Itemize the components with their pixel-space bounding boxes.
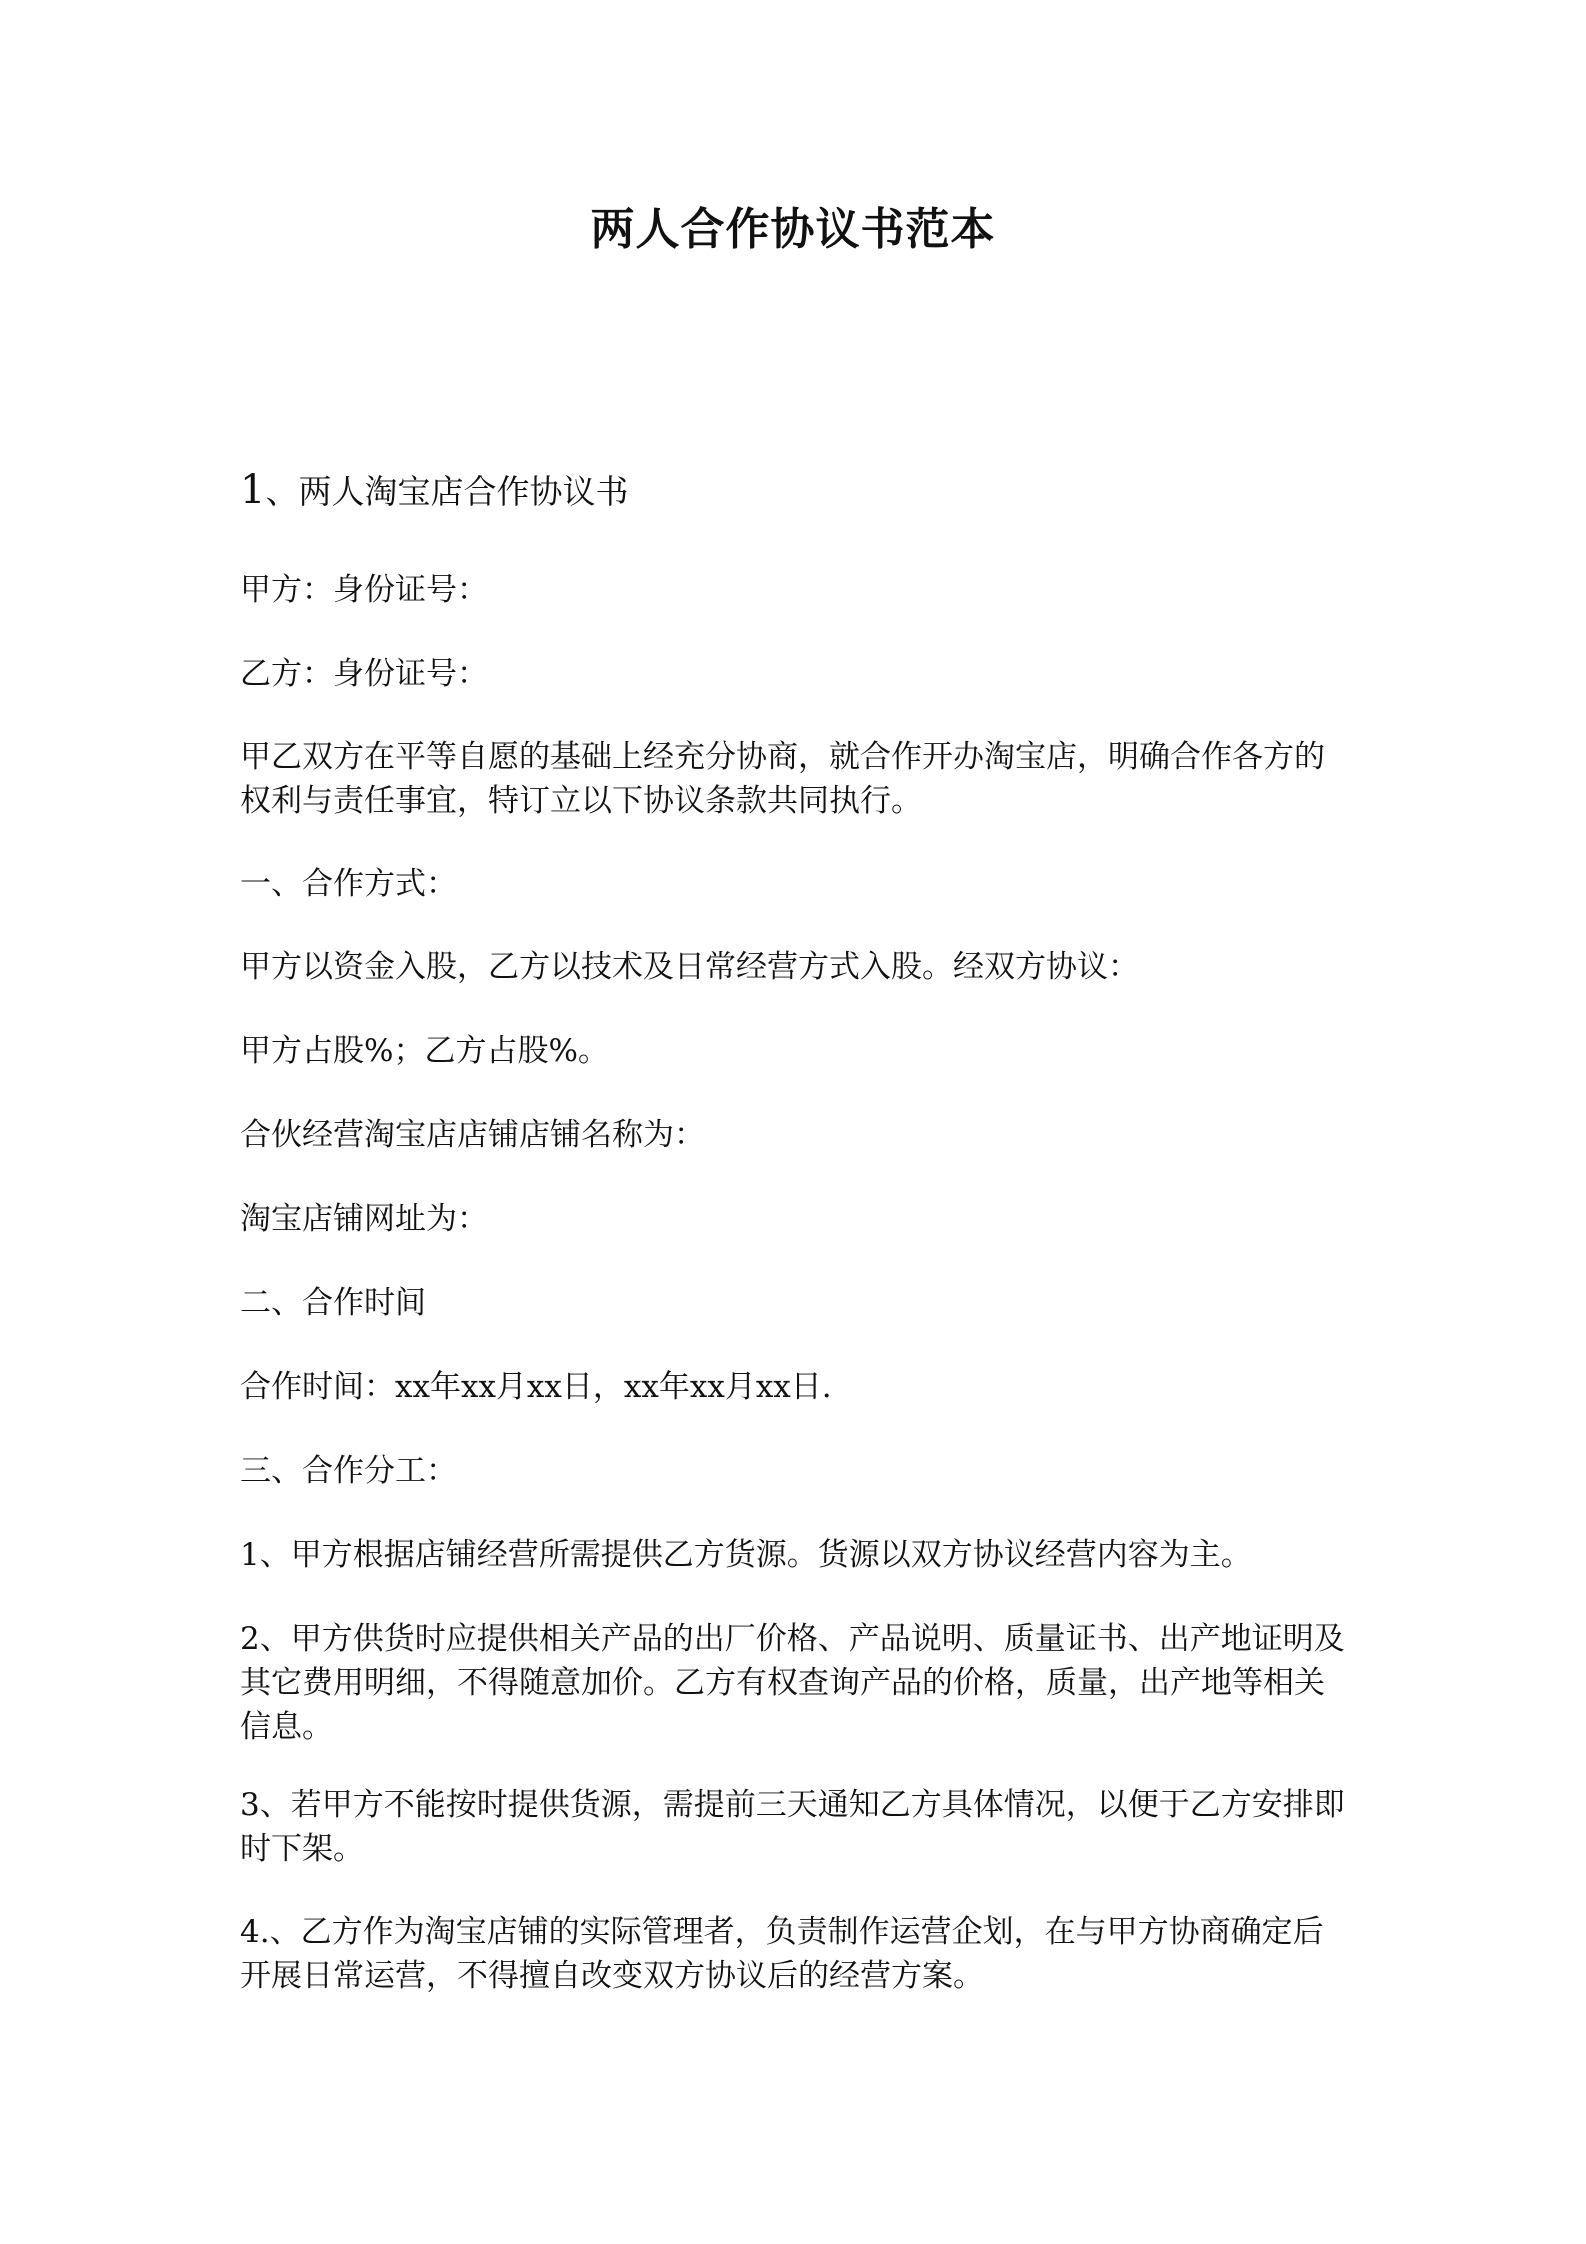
paragraph-investment: 甲方以资金入股，乙方以技术及日常经营方式入股。经双方协议： [240, 949, 1139, 985]
clause-heading-cooperation-time: 二、合作时间 [240, 1285, 426, 1321]
section-heading [240, 465, 628, 517]
item-4: 4.、乙方作为淘宝店铺的实际管理者，负责制作运营企划，在与甲方协商确定后开展日常运营，不得擅自改变双方协议后的经营方案。 [240, 1914, 1324, 1994]
paragraph-shares: 甲方占股%；乙方占股%。 [240, 1033, 609, 1069]
section-heading-number: 1 [240, 467, 266, 513]
item-1: 1、甲方根据店铺经营所需提供乙方货源。货源以双方协议经营内容为主。 [240, 1537, 1252, 1573]
paragraph-cooperation-time: 合作时间：xx年xx月xx日，xx年xx月xx日. [240, 1369, 832, 1405]
intro-paragraph: 甲乙双方在平等自愿的基础上经充分协商，就合作开办淘宝店，明确合作各方的权利与责任事宜，特订立以下协议条款共同执行。 [240, 739, 1325, 819]
item-2: 2、甲方供货时应提供相关产品的出厂价格、产品说明、质量证书、出产地证明及其它费用明细，不得随意加价。乙方有权查询产品的价格，质量，出产地等相关信息。 [240, 1621, 1345, 1745]
clause-heading-cooperation-mode: 一、合作方式： [240, 866, 457, 902]
document-title: 两人合作协议书范本 [590, 204, 996, 255]
paragraph-shop-name: 合伙经营淘宝店店铺店铺名称为： [240, 1117, 705, 1153]
section-heading-text: 、两人淘宝店合作协议书 [265, 472, 629, 511]
paragraph-shop-url: 淘宝店铺网址为： [240, 1201, 488, 1237]
clause-heading-division-of-labor: 三、合作分工： [240, 1453, 457, 1489]
party-b-line: 乙方：身份证号： [240, 656, 488, 692]
item-3: 3、若甲方不能按时提供货源，需提前三天通知乙方具体情况，以便于乙方安排即时下架。 [240, 1787, 1345, 1867]
party-a-line: 甲方：身份证号： [240, 572, 488, 608]
